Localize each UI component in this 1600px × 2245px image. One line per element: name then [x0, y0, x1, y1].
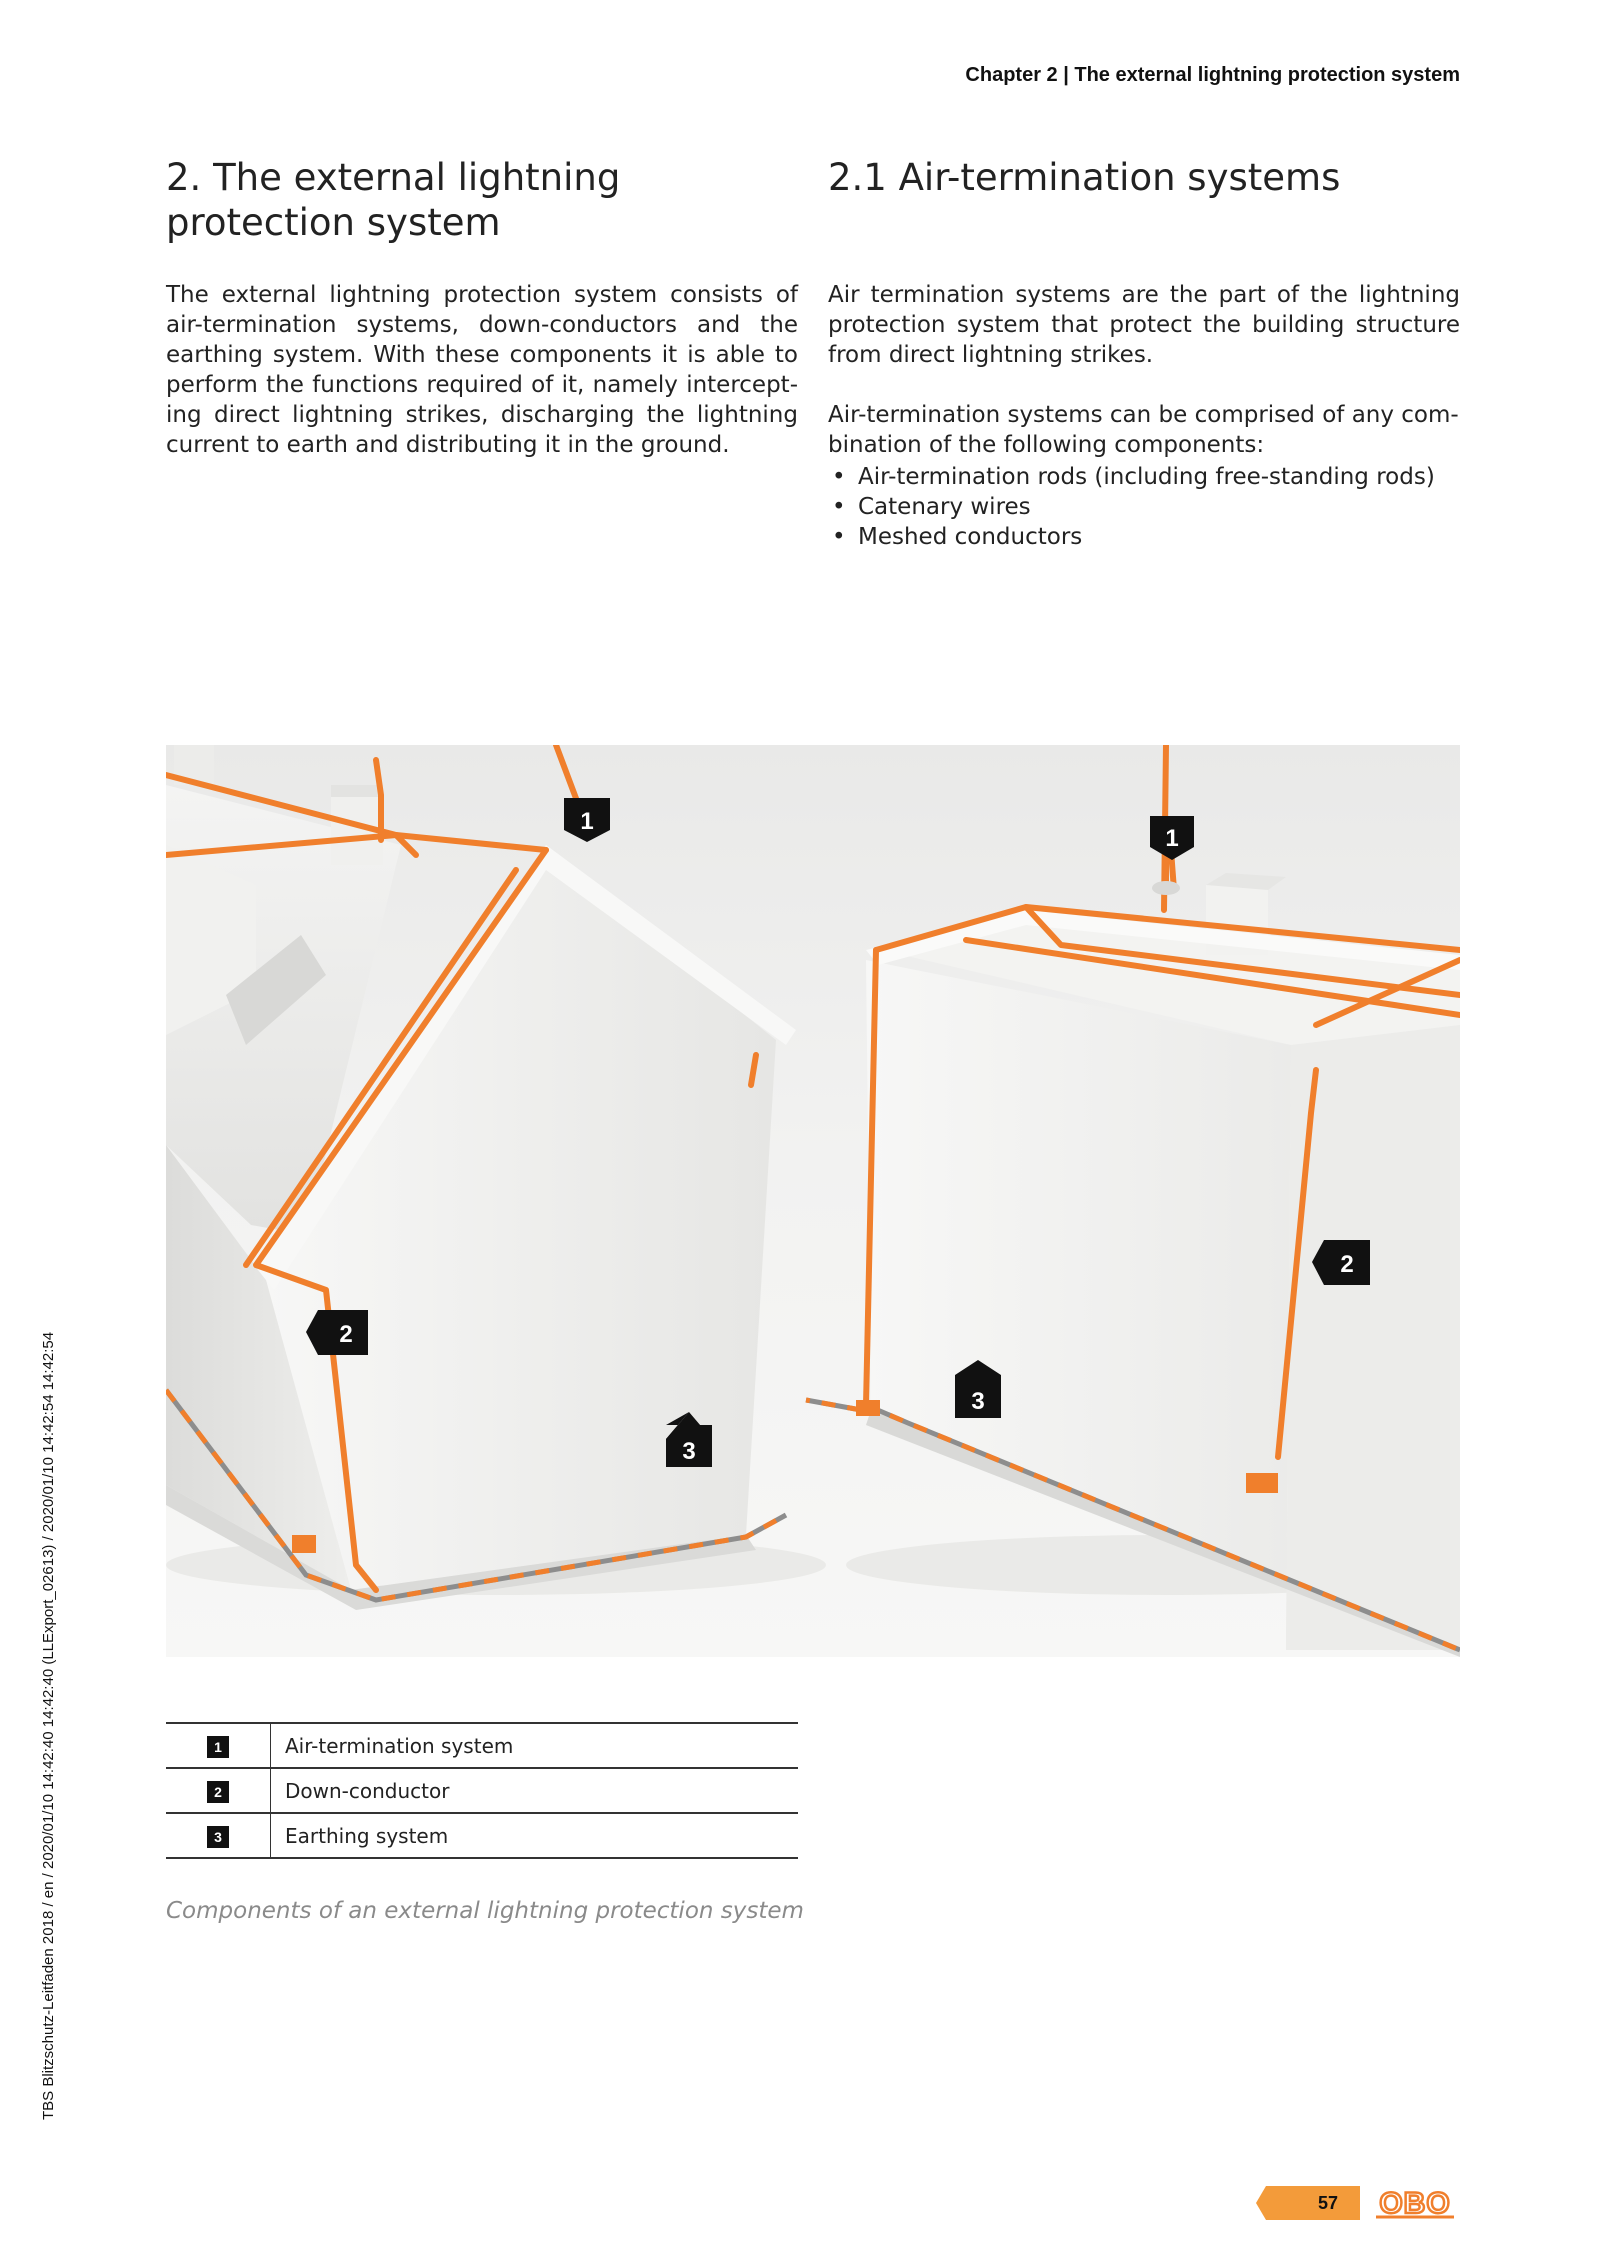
legend-label: Air-termination system	[285, 1733, 514, 1758]
rod-base	[1152, 881, 1180, 895]
obo-logo-mark	[1374, 2186, 1456, 2220]
svg-text:2: 2	[339, 1321, 353, 1348]
gable-house	[166, 745, 796, 1610]
bullet-item: • Catenary wires	[828, 492, 1468, 522]
page-tab-shape	[1256, 2186, 1360, 2220]
marker-1-right	[1150, 816, 1194, 860]
illustration-svg	[166, 745, 1460, 1657]
legend-number-badge: 2	[207, 1781, 229, 1803]
legend-row	[166, 1723, 798, 1768]
section-heading-air-termination: 2.1 Air-termination systems	[828, 156, 1341, 199]
air-termination-paragraph-1: Air termination systems are the part of the lightning protection system that protect the building structure from direct lightning strikes.	[828, 282, 1460, 368]
earthing-clamp	[292, 1535, 316, 1553]
marker-2-left	[306, 1310, 368, 1355]
figure-legend-table	[166, 1722, 798, 1859]
chapter-header: Chapter 2 | The external lightning protection system	[965, 64, 1460, 86]
svg-text:3: 3	[971, 1388, 985, 1415]
obo-logo	[1374, 2186, 1456, 2220]
marker-2-right	[1312, 1240, 1370, 1285]
legend-row	[166, 1813, 798, 1858]
svg-text:1: 1	[1165, 825, 1179, 852]
intro-paragraph: The external lightning protection system consists of air-termination systems, down-conductors and the earthing system. With these components it is able to perform the functions required of it, namely intercept-ing direct lightning strikes, discharging the lightning current to earth and distributing it in the ground.	[166, 282, 798, 458]
figure-caption: Components of an external lightning protection system	[166, 1898, 804, 1924]
marker-1-left	[564, 798, 610, 842]
page-number: 57	[1317, 2193, 1338, 2213]
svg-text:3: 3	[682, 1438, 696, 1465]
earthing-clamp	[1246, 1473, 1278, 1493]
earthing-clamp	[856, 1400, 880, 1416]
bullet-item: • Air-termination rods (including free-standing rods)	[828, 462, 1468, 492]
flat-roof-building	[866, 873, 1460, 1657]
legend-label: Down-conductor	[285, 1778, 450, 1803]
page-number-tab	[1256, 2186, 1360, 2220]
section-heading-external-lps: 2. The external lightning protection system	[166, 156, 621, 244]
component-bullet-list	[828, 462, 1468, 552]
svg-text:OBO: OBO	[1379, 2187, 1451, 2220]
legend-number-badge: 3	[207, 1826, 229, 1848]
print-metadata-side-note: TBS Blitzschutz-Leitfaden 2018 / en / 2020/01/10 14:42:40 14:42:40 (LLExport_02613) / 2020/01/10 14:42:54 14:42:54	[40, 1331, 57, 2120]
bullet-item: • Meshed conductors	[828, 522, 1468, 552]
lightning-protection-illustration	[166, 745, 1460, 1657]
legend-label: Earthing system	[285, 1823, 449, 1848]
svg-text:1: 1	[580, 808, 594, 835]
legend-row	[166, 1768, 798, 1813]
svg-text:2: 2	[1340, 1251, 1354, 1278]
air-termination-paragraph-2: Air-termination systems can be comprised of any com-bination of the following components:	[828, 402, 1459, 458]
legend-number-badge: 1	[207, 1736, 229, 1758]
